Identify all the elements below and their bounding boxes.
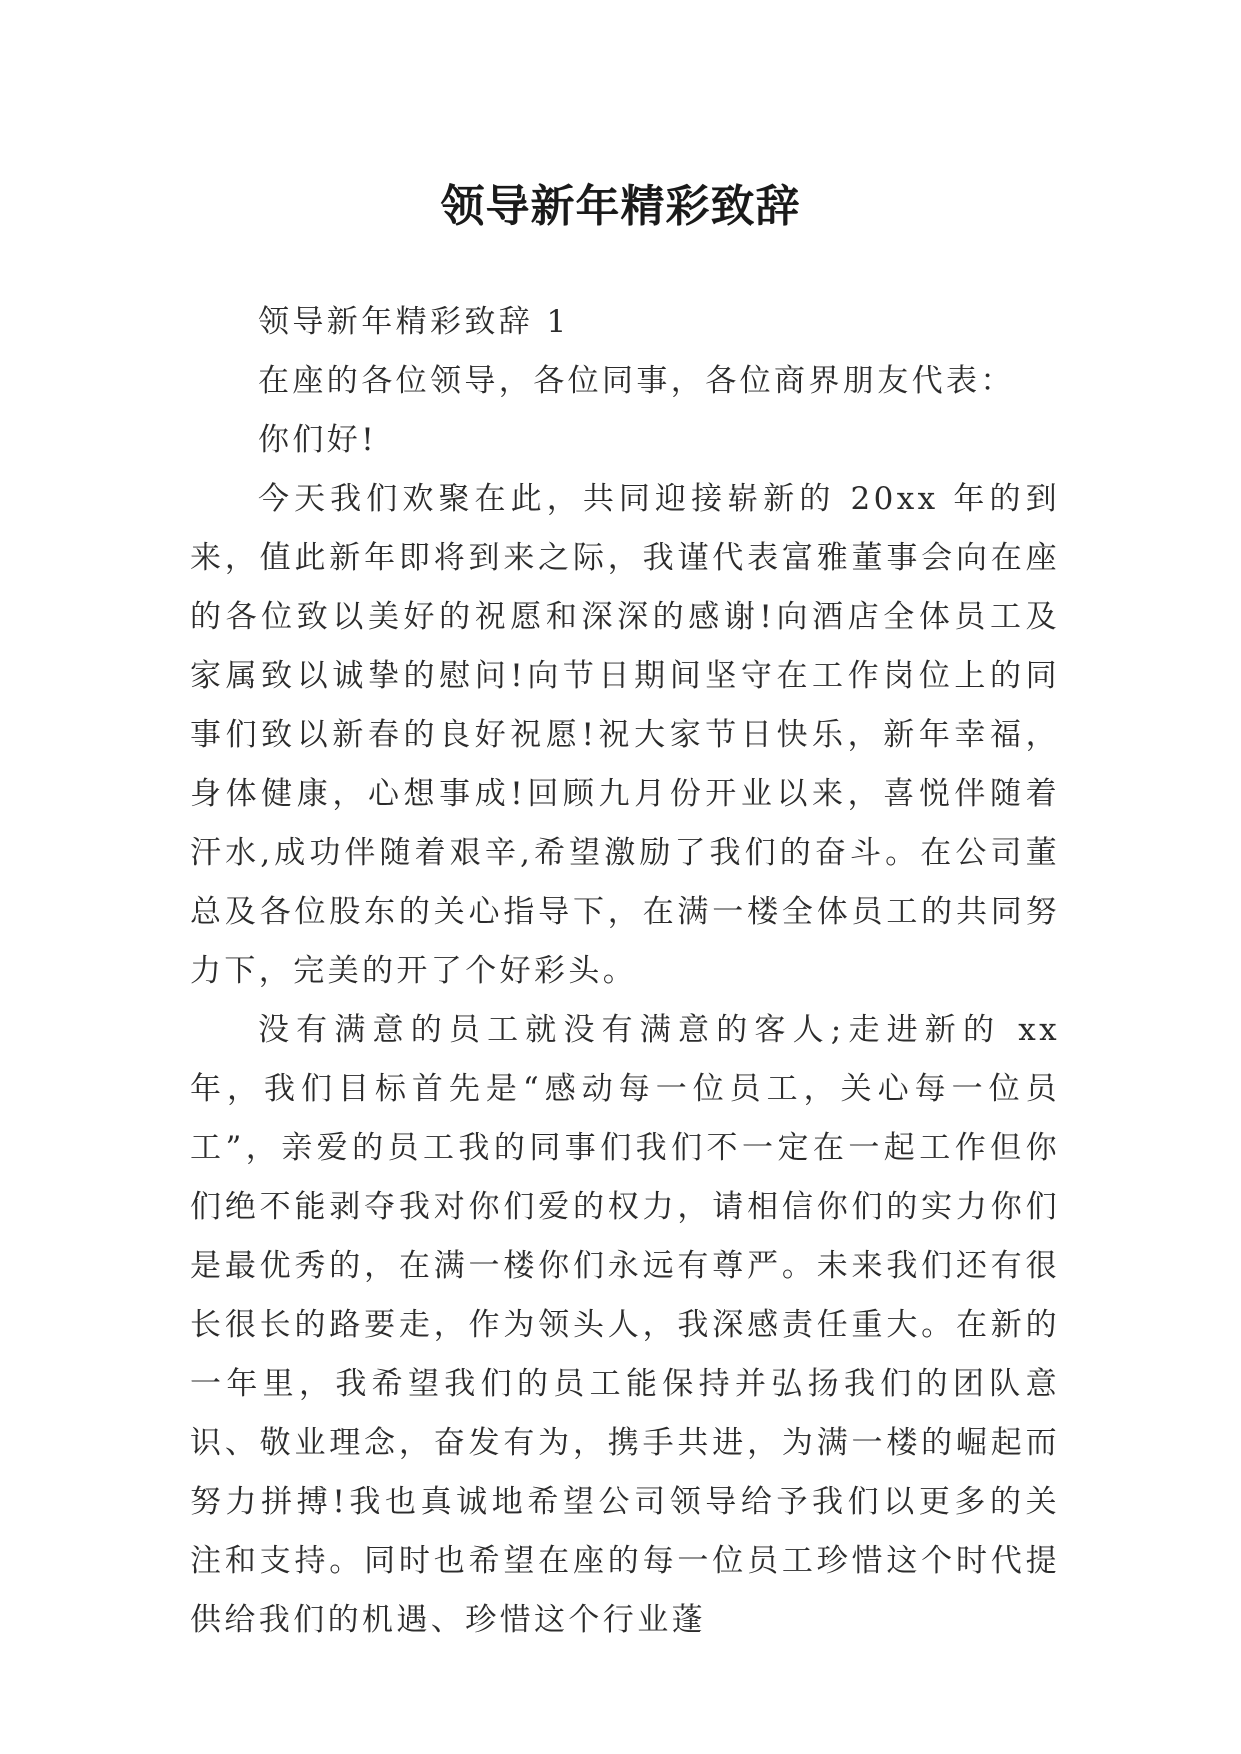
document-title: 领导新年精彩致辞 xyxy=(440,181,801,233)
paragraph-salutation: 在座的各位领导，各位同事，各位商界朋友代表： xyxy=(258,363,1015,399)
paragraph-body-1: 今天我们欢聚在此，共同迎接崭新的 20xx 年的到来，值此新年即将到来之际，我谨代表富雅董事会向在座的各位致以美好的祝愿和深深的感谢!向酒店全体员工及家属致以诚挚的慰问!向节日期间坚守在工作岗位上的同事们致以新春的良好祝愿!祝大家节日快乐，新年幸福，身体健康，心想事成!回顾九月份开业以来，喜悦伴随着汗水,成功伴随着艰辛,希望激励了我们的奋斗。在公司董总及各位股东的关心指导下，在满一楼全体员工的共同努力下，完美的开了个好彩头。 xyxy=(190,481,1060,989)
paragraph-greeting: 你们好! xyxy=(258,422,378,458)
document-body xyxy=(190,293,1060,1650)
paragraph-heading: 领导新年精彩致辞 1 xyxy=(258,304,570,340)
paragraph-body-2: 没有满意的员工就没有满意的客人;走进新的 xx 年，我们目标首先是“感动每一位员工，关心每一位员工”，亲爱的员工我的同事们我们不一定在一起工作但你们绝不能剥夺我对你们爱的权力，请相信你们的实力你们是最优秀的，在满一楼你们永远有尊严。未来我们还有很长很长的路要走，作为领头人，我深感责任重大。在新的一年里，我希望我们的员工能保持并弘扬我们的团队意识、敬业理念，奋发有为，携手共进，为满一楼的崛起而努力拼搏!我也真诚地希望公司领导给予我们以更多的关注和支持。同时也希望在座的每一位员工珍惜这个时代提供给我们的机遇、珍惜这个行业蓬 xyxy=(190,1012,1060,1638)
